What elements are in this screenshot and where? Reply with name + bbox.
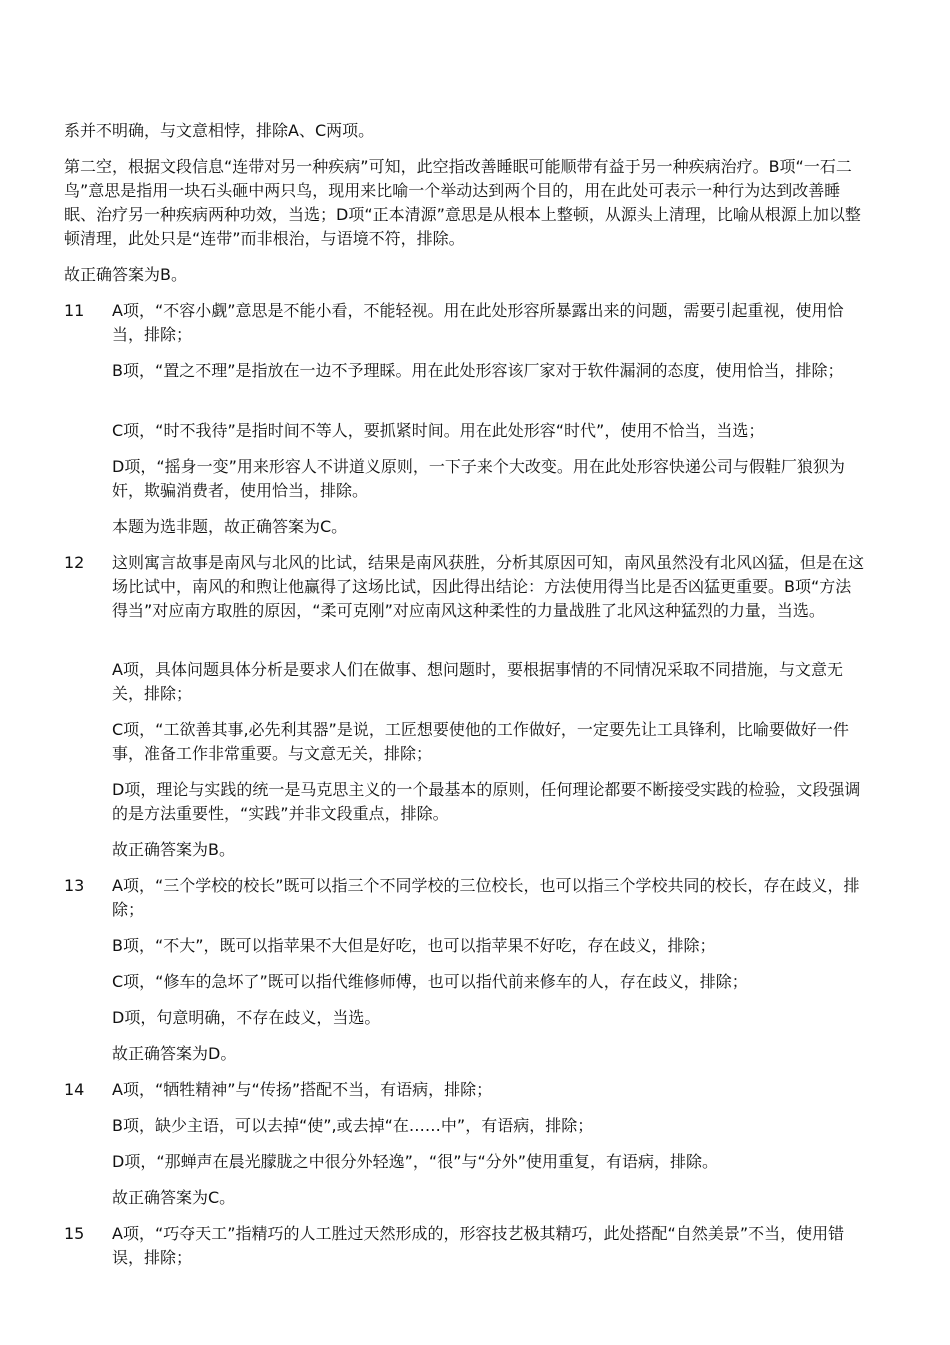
intro-paragraph-1: 系并不明确，与文意相悖，排除A、C两项。 xyxy=(64,121,375,140)
q13-option-b: B项，“不大”，既可以指苹果不大但是好吃，也可以指苹果不好吃，存在歧义，排除； xyxy=(112,936,716,955)
question-number-12: 12 xyxy=(64,553,85,572)
q11-option-d: D项，“摇身一变”用来形容人不讲道义原则，一下子来个大改变。用在此处形容快递公司与假鞋厂狼狈为奸，欺骗消费者，使用恰当，排除。 xyxy=(112,457,845,500)
q13-option-a: A项，“三个学校的校长”既可以指三个不同学校的三位校长，也可以指三个学校共同的校长，存在歧义，排除； xyxy=(112,876,860,919)
question-number-13: 13 xyxy=(64,876,85,895)
q12-option-a: A项，具体问题具体分析是要求人们在做事、想问题时，要根据事情的不同情况采取不同措施，与文意无关，排除； xyxy=(112,660,843,703)
q11-answer: 本题为选非题，故正确答案为C。 xyxy=(112,517,348,536)
q12-main: 这则寓言故事是南风与北风的比试，结果是南风获胜，分析其原因可知，南风虽然没有北风凶猛，但是在这场比试中，南风的和煦让他赢得了这场比试，因此得出结论：方法使用得当比是否凶猛更重要。B项“方法得当”对应南方取胜的原因，“柔可克刚”对应南风这种柔性的力量战胜了北风这种猛烈的力量，当选。 xyxy=(112,553,865,620)
q14-answer: 故正确答案为C。 xyxy=(112,1188,236,1207)
question-number-15: 15 xyxy=(64,1224,85,1243)
q15-option-a: A项，“巧夺天工”指精巧的人工胜过天然形成的，形容技艺极其精巧，此处搭配“自然美景”不当，使用错误，排除； xyxy=(112,1224,845,1267)
question-number-14: 14 xyxy=(64,1080,85,1099)
q12-answer: 故正确答案为B。 xyxy=(112,840,235,859)
intro-answer: 故正确答案为B。 xyxy=(64,265,187,284)
q14-option-d: D项，“那蝉声在晨光朦胧之中很分外轻逸”，“很”与“分外”使用重复，有语病，排除。 xyxy=(112,1152,719,1171)
q11-option-a: A项，“不容小觑”意思是不能小看，不能轻视。用在此处形容所暴露出来的问题，需要引起重视，使用恰当，排除； xyxy=(112,301,844,344)
q12-option-d: D项，理论与实践的统一是马克思主义的一个最基本的原则，任何理论都要不断接受实践的检验，文段强调的是方法重要性，“实践”并非文段重点，排除。 xyxy=(112,780,861,823)
q12-option-c: C项，“工欲善其事,必先利其器”是说，工匠想要使他的工作做好，一定要先让工具锋利，比喻要做好一件事，准备工作非常重要。与文意无关，排除； xyxy=(112,720,849,763)
q11-option-c: C项，“时不我待”是指时间不等人，要抓紧时间。用在此处形容“时代”，使用不恰当，当选； xyxy=(112,421,765,440)
q13-option-d: D项，句意明确，不存在歧义，当选。 xyxy=(112,1008,381,1027)
q14-option-b: B项，缺少主语，可以去掉“使”,或去掉“在……中”，有语病，排除； xyxy=(112,1116,594,1135)
intro-paragraph-2: 第二空，根据文段信息“连带对另一种疾病”可知，此空指改善睡眠可能顺带有益于另一种疾病治疗。B项“一石二鸟”意思是指用一块石头砸中两只鸟，现用来比喻一个举动达到两个目的，用在此处可表示一种行为达到改善睡眠、治疗另一种疾病两种功效，当选；D项“正本清源”意思是从根本上整顿，从源头上清理，比喻从根源上加以整顿清理，此处只是“连带”而非根治，与语境不符，排除。 xyxy=(64,157,861,248)
q13-answer: 故正确答案为D。 xyxy=(112,1044,237,1063)
q11-option-b: B项，“置之不理”是指放在一边不予理睬。用在此处形容该厂家对于软件漏洞的态度，使用恰当，排除； xyxy=(112,361,844,380)
q14-option-a: A项，“牺牲精神”与“传扬”搭配不当，有语病，排除； xyxy=(112,1080,493,1099)
q13-option-c: C项，“修车的急坏了”既可以指代维修师傅，也可以指代前来修车的人，存在歧义，排除； xyxy=(112,972,748,991)
question-number-11: 11 xyxy=(64,301,85,320)
